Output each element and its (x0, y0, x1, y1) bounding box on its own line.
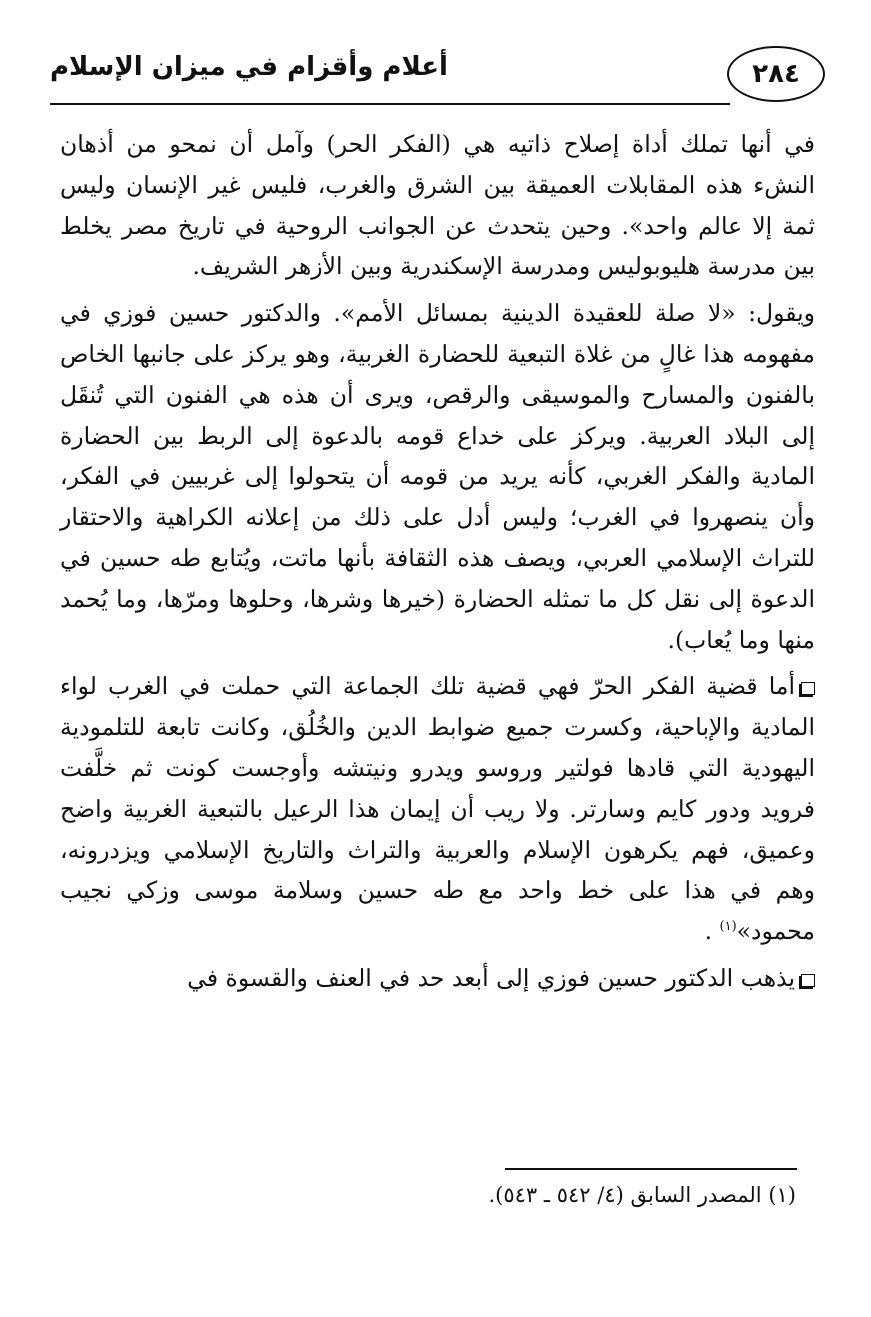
footnote-reference: (١) (719, 919, 737, 935)
footnote-text: المصدر السابق (٤/ ٥٤٢ ـ ٥٤٣). (488, 1183, 762, 1207)
page-number: ٢٨٤ (752, 59, 800, 89)
paragraph-3 (60, 666, 815, 952)
square-bullet-icon (801, 682, 815, 695)
square-bullet-icon (801, 974, 815, 987)
paragraph-text: يذهب الدكتور حسين فوزي إلى أبعد حد في العنف والقسوة في (187, 963, 795, 992)
header-rule (50, 103, 730, 105)
paragraph-tail: . (704, 917, 720, 946)
page-header (50, 40, 825, 114)
running-title: أعلام وأقزام في ميزان الإسلام (50, 52, 448, 82)
paragraph-text: أما قضية الفكر الحرّ فهي قضية تلك الجماعة التي حملت في الغرب لواء المادية والإباحية، وكسرت جميع ضوابط الدين والخُلُق، وكانت تابعة للتلمودية اليهودية التي قادها فولتير وروسو ويدرو ونيتشه وأوجست كونت ثم خلَّفت فرويد ودور كايم وسارتر. ولا ريب أن إيمان هذا الرعيل بالتبعية الغربية واضح وعميق، فهم يكرهون الإسلام والعربية والتراث والتاريخ الإسلامي ويزدرونه، وهم في هذا على خط واحد مع طه حسين وسلامة موسى وزكي نجيب محمود» (60, 672, 815, 946)
footnote-separator (505, 1168, 797, 1170)
paragraph-text: ويقول: «لا صلة للعقيدة الدينية بمسائل الأمم». والدكتور حسين فوزي في مفهومه هذا غالٍ من غلاة التبعية للحضارة الغربية، وهو يركز على جانبها الخاص بالفنون والمسارح والموسيقى والرقص، ويرى أن هذه هي الفنون التي تُنقَل إلى البلاد العربية. ويركز على خداع قومه بالدعوة إلى الربط بين الحضارة المادية والفكر الغربي، كأنه يريد من قومه أن يتحولوا إلى غربيين في الفكر، وأن ينصهروا في الغرب؛ وليس أدل على ذلك من إعلانه الكراهية والاحتقار للتراث الإسلامي العربي، ويصف هذه الثقافة بأنها ماتت، ويُتابع طه حسين في الدعوة إلى نقل كل ما تمثله الحضارة (خيرها وشرها، وحلوها ومرّها، وما يُحمد منها وما يُعاب). (60, 299, 815, 654)
footnote-marker: (١) (768, 1183, 796, 1207)
paragraph-text: في أنها تملك أداة إصلاح ذاتيه هي (الفكر الحر) وآمل أن نمحو من أذهان النشء هذه المقابلات العميقة بين الشرق والغرب، فليس غير الإنسان وليس ثمة إلا عالم واحد». وحين يتحدث عن الجوانب الروحية في تاريخ مصر يخلط بين مدرسة هليوبوليس ومدرسة الإسكندرية وبين الأزهر الشريف. (60, 130, 815, 281)
paragraph-2 (60, 293, 815, 660)
paragraph-1 (60, 124, 815, 287)
paragraph-4 (60, 958, 815, 999)
footnote (96, 1183, 796, 1207)
body-text (60, 124, 815, 999)
page-number-badge (727, 46, 825, 102)
